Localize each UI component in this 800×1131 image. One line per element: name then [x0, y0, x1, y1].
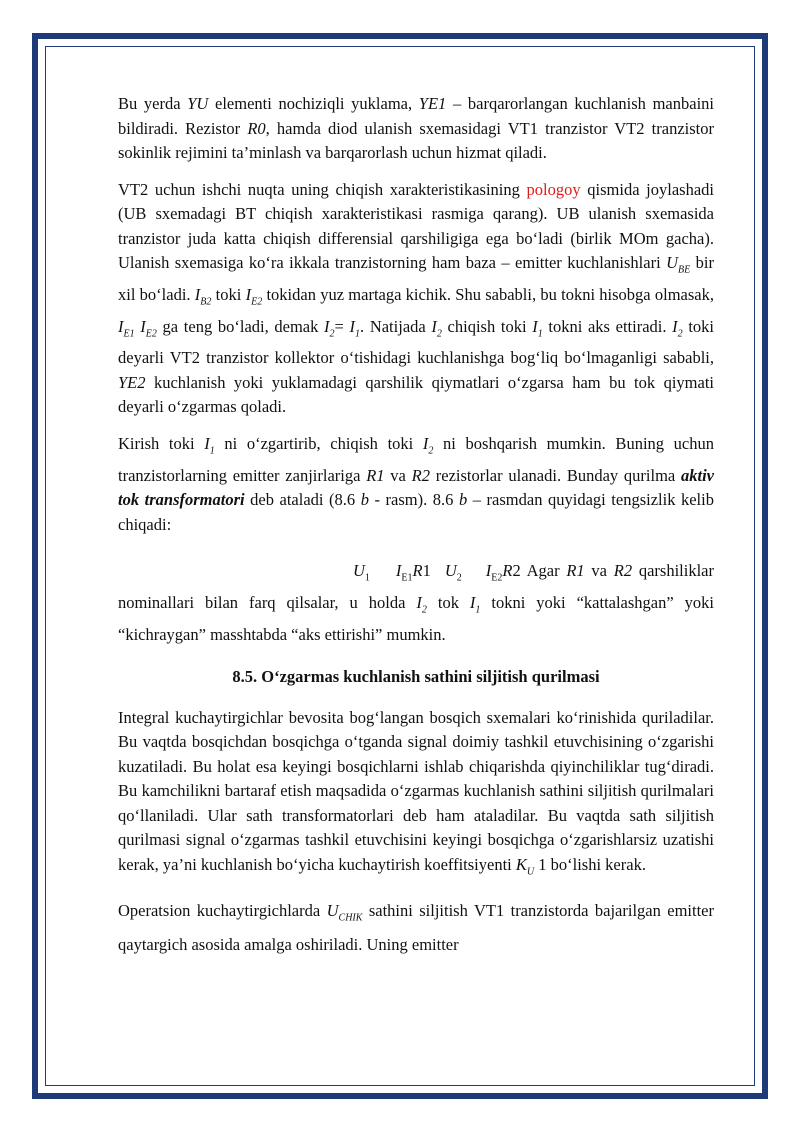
subscript: 1: [537, 327, 543, 339]
text: 2: [512, 561, 521, 581]
subscript: 2: [421, 604, 427, 616]
subscript: E2: [491, 572, 503, 584]
subscript: 1: [364, 572, 370, 584]
text: tokidan yuz martaga kichik. Shu sababli, bu tokni hisobga olmasak,: [262, 284, 714, 304]
symbol: I: [395, 561, 402, 581]
symbol: I: [140, 316, 146, 336]
text: ga teng bo‘ladi, demak: [156, 316, 325, 336]
symbol-r1: R1: [566, 561, 585, 581]
symbol-ye1: YE1: [418, 94, 447, 113]
text: Integral kuchaytirgichlar bevosita bog‘langan bosqich sxemalari ko‘rinishida quriladilar. Bu vaqtda bosqichdan bosqichga o‘tganda signal doimiy tashkil etuvchisining o‘zgarishi kuzatiladi. Bu holat esa keyingi bosqichlarni ishlab chiqarishda qiyinchiliklar tug‘diradi. Bu kamchilikni bartaraf etish maqsadida o‘zgarmas kuchlanish sathini siljitish qurilmalari qo‘llaniladi. Ular sath transformatorlari deb ham ataladilar. Bu vaqtda sath siljitish qurilmasi signal o‘zgarmas tashkil etuvchisini keyingi bosqichga o‘zgarishlarsiz uzatishi kerak, ya’ni kuchlanish bo‘yicha kuchaytirish koeffitsiyenti: [118, 707, 714, 874]
symbol-r2: R2: [411, 465, 430, 485]
text: – rasmdan quyidagi tengsizlik kelib chiqadi:: [118, 490, 714, 534]
symbol: b: [360, 490, 369, 510]
symbol: I: [324, 316, 330, 336]
subscript: 2: [436, 327, 442, 339]
text: Operatsion kuchaytirgichlarda: [118, 900, 327, 920]
text: Bu yerda: [118, 94, 188, 113]
subscript: E2: [145, 327, 157, 339]
text: tokni aks ettiradi.: [542, 316, 673, 336]
paragraph-3: [118, 432, 714, 537]
symbol: U: [353, 561, 365, 581]
symbol: K: [515, 854, 527, 874]
symbol: I: [431, 316, 437, 336]
symbol: I: [245, 284, 252, 304]
symbol: b: [458, 490, 468, 510]
highlighted-word: pologoy: [526, 179, 581, 199]
text: VT2 uchun ishchi nuqta uning chiqish xarakteristikasining: [118, 179, 527, 199]
symbol-r0: R0: [247, 118, 266, 138]
symbol-ye2: YE2: [118, 372, 146, 392]
symbol: I: [349, 316, 356, 336]
symbol-r1: R1: [366, 465, 385, 485]
subscript: E2: [251, 296, 263, 308]
subscript: 2: [456, 572, 462, 584]
subscript: CHIK: [338, 911, 363, 923]
subscript: 2: [428, 445, 434, 457]
symbol: R: [502, 561, 513, 581]
symbol: U: [666, 253, 679, 272]
text: . Natijada: [360, 316, 432, 336]
subscript: E1: [401, 572, 413, 584]
text: elementi nochiziqli yuklama,: [208, 94, 419, 113]
symbol: I: [672, 316, 678, 336]
text: , hamda diod ulanish sxemasidagi VT1 tranzistor VT2 tranzistor sokinlik rejimini ta’minlash va barqarorlash uchun hizmat qiladi.: [118, 118, 714, 162]
subscript: 2: [329, 327, 335, 339]
text: va: [384, 465, 412, 485]
symbol: U: [444, 561, 457, 581]
paragraph-4: [118, 706, 714, 885]
subscript: E1: [123, 327, 135, 339]
symbol-r2: R2: [613, 561, 633, 581]
text: qarshiliklar nominallari bilan farq qilsalar, u holda: [118, 561, 714, 612]
text: ni boshqarish mumkin. Buning uchun tranzistorlarning emitter zanjirlariga: [118, 433, 714, 485]
symbol: U: [326, 900, 339, 920]
text: toki deyarli VT2 tranzistor kollektor o‘tishidagi kuchlanishga bog‘liq bo‘lmaganligi sababli,: [118, 316, 715, 368]
text: 1: [422, 561, 431, 581]
text: bir xil bo‘ladi.: [118, 253, 714, 304]
text: 1 bo‘lishi kerak.: [534, 854, 646, 874]
paragraph-2: [118, 178, 714, 420]
document-body: [118, 92, 714, 970]
text: tokni yoki “kattalashgan” yoki “kichraygan” masshtabda “aks ettirishi” mumkin.: [118, 592, 715, 644]
text: sathini siljitish VT1 tranzistorda bajarilgan emitter qaytargich asosida amalga oshiriladi. Uning emitter: [118, 900, 714, 954]
text: kuchlanish yoki yuklamadagi qarshilik qiymatlari o‘zgarsa ham bu tok qiymati deyarli o‘zgarmas qoladi.: [118, 372, 714, 417]
text: va: [584, 561, 614, 581]
subscript: B2: [200, 296, 212, 308]
text: qismida joylashadi (UB sxemadagi BT chiqish xarakteristikasi rasmiga qarang). UB ulanish sxemasida tranzistor juda katta chiqish differensial qarshiligiga ega bo‘ladi (birlik MOm gacha). Ulanish sxemasiga ko‘ra ikkala tranzistorning ham baza – emitter kuchlanishlari: [118, 179, 714, 272]
symbol: I: [204, 433, 210, 453]
text: rezistorlar ulanadi. Bunday qurilma: [429, 465, 682, 485]
text: ni o‘zgartirib, chiqish toki: [214, 433, 423, 453]
symbol-yu: YU: [187, 94, 209, 113]
text: deb ataladi (8.6: [244, 490, 361, 510]
text: tok: [426, 592, 470, 612]
symbol: I: [469, 592, 476, 612]
symbol: R: [412, 561, 423, 581]
text: =: [334, 316, 350, 336]
subscript: 2: [677, 327, 683, 339]
subscript: U: [526, 866, 535, 878]
text: Kirish toki: [118, 433, 205, 453]
subscript: 1: [355, 327, 361, 339]
text: - rasm). 8.6: [368, 490, 459, 510]
formula-paragraph: [118, 559, 714, 647]
section-heading: 8.5. O‘zgarmas kuchlanish sathini siljitish qurilmasi: [232, 667, 600, 687]
text: chiqish toki: [441, 316, 533, 336]
symbol: I: [118, 316, 124, 336]
symbol: I: [422, 433, 429, 453]
paragraph-5: [118, 897, 714, 958]
symbol: I: [194, 284, 201, 304]
text: – barqarorlangan kuchlanish manbaini bildiradi. Rezistor: [118, 94, 714, 138]
symbol: I: [416, 592, 422, 612]
term-bold: aktiv tok transformatori: [118, 465, 715, 510]
subscript: BE: [678, 264, 691, 276]
symbol: I: [485, 561, 492, 581]
subscript: 1: [209, 445, 215, 457]
subscript: 1: [475, 604, 481, 616]
symbol: I: [532, 316, 538, 336]
paragraph-1: [118, 92, 714, 166]
text: toki: [211, 284, 246, 304]
text: Agar: [520, 561, 567, 581]
